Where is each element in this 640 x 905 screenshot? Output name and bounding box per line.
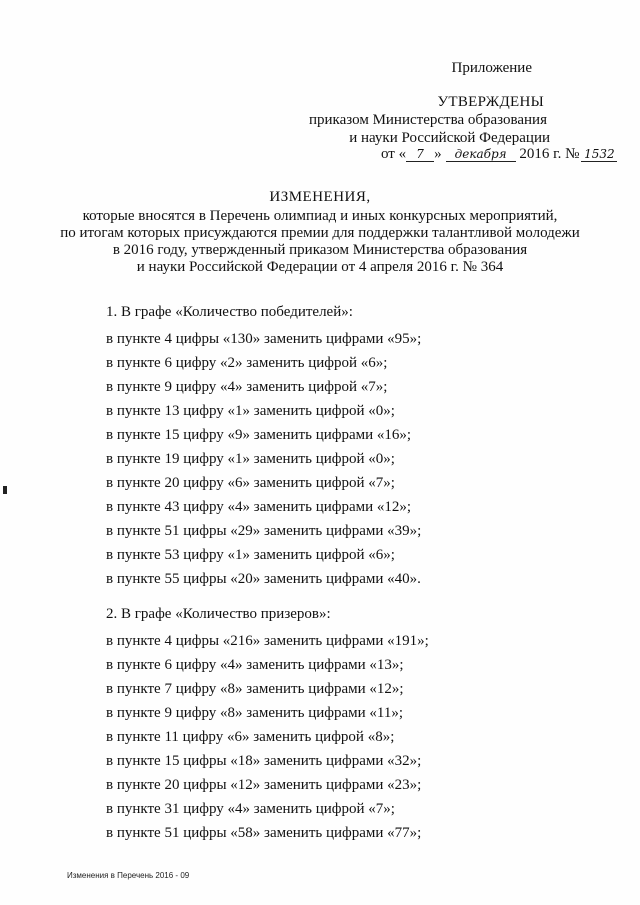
list-item: в пункте 20 цифры «12» заменить цифрами «23»; [106, 777, 422, 793]
list-item: в пункте 31 цифру «4» заменить цифрой «7»; [106, 801, 395, 817]
list-item: в пункте 9 цифру «4» заменить цифрой «7»; [106, 379, 388, 395]
approval-order-line-1: приказом Министерства образования [309, 112, 547, 128]
approval-date-line [381, 146, 617, 163]
subtitle-line: в 2016 году, утвержденный приказом Министерства образования [112, 242, 528, 258]
subtitle-line: и науки Российской Федерации от 4 апреля 2016 г. № 364 [136, 259, 504, 275]
date-prefix: от « [381, 146, 407, 162]
section-heading-prizewinners: 2. В графе «Количество призеров»: [106, 606, 331, 622]
list-item: в пункте 11 цифру «6» заменить цифрой «8»; [106, 729, 395, 745]
date-year: 2016 г. № [519, 146, 580, 162]
list-item: в пункте 19 цифру «1» заменить цифрой «0»; [106, 451, 395, 467]
list-item: в пункте 43 цифру «4» заменить цифрами «12»; [106, 499, 412, 515]
list-item: в пункте 53 цифру «1» заменить цифрой «6»; [106, 547, 395, 563]
document-subtitle [60, 208, 580, 276]
document-title: ИЗМЕНЕНИЯ, [269, 189, 371, 205]
list-item: в пункте 20 цифру «6» заменить цифрой «7»; [106, 475, 395, 491]
page-footer: Изменения в Перечень 2016 - 09 [67, 871, 190, 880]
list-item: в пункте 4 цифры «130» заменить цифрами «95»; [106, 331, 422, 347]
list-item: в пункте 15 цифру «9» заменить цифрами «16»; [106, 427, 412, 443]
list-item: в пункте 15 цифры «18» заменить цифрами «32»; [106, 753, 422, 769]
subtitle-line: по итогам которых присуждаются премии для поддержки талантливой молодежи [60, 225, 580, 241]
list-item: в пункте 51 цифры «58» заменить цифрами «77»; [106, 825, 422, 841]
list-item: в пункте 7 цифру «8» заменить цифрами «12»; [106, 681, 404, 697]
list-item: в пункте 9 цифру «8» заменить цифрами «11»; [106, 705, 404, 721]
date-mid: » [434, 146, 442, 162]
subtitle-line: которые вносятся в Перечень олимпиад и иных конкурсных мероприятий, [82, 208, 558, 224]
section-heading-winners: 1. В графе «Количество победителей»: [106, 304, 353, 320]
list-item: в пункте 13 цифру «1» заменить цифрой «0»; [106, 403, 395, 419]
appendix-label: Приложение [451, 60, 532, 76]
list-item: в пункте 6 цифру «2» заменить цифрой «6»; [106, 355, 388, 371]
handwritten-day: 7 [406, 147, 434, 162]
handwritten-month: декабря [446, 147, 516, 162]
handwritten-order-number: 1532 [581, 147, 617, 162]
list-item: в пункте 4 цифры «216» заменить цифрами «191»; [106, 633, 429, 649]
approved-label: УТВЕРЖДЕНЫ [437, 94, 544, 110]
list-item: в пункте 6 цифру «4» заменить цифрами «13»; [106, 657, 404, 673]
list-item: в пункте 51 цифры «29» заменить цифрами «39»; [106, 523, 422, 539]
list-item: в пункте 55 цифры «20» заменить цифрами «40». [106, 571, 421, 587]
approval-order-line-2: и науки Российской Федерации [349, 130, 550, 146]
scan-edge-mark [3, 486, 7, 494]
